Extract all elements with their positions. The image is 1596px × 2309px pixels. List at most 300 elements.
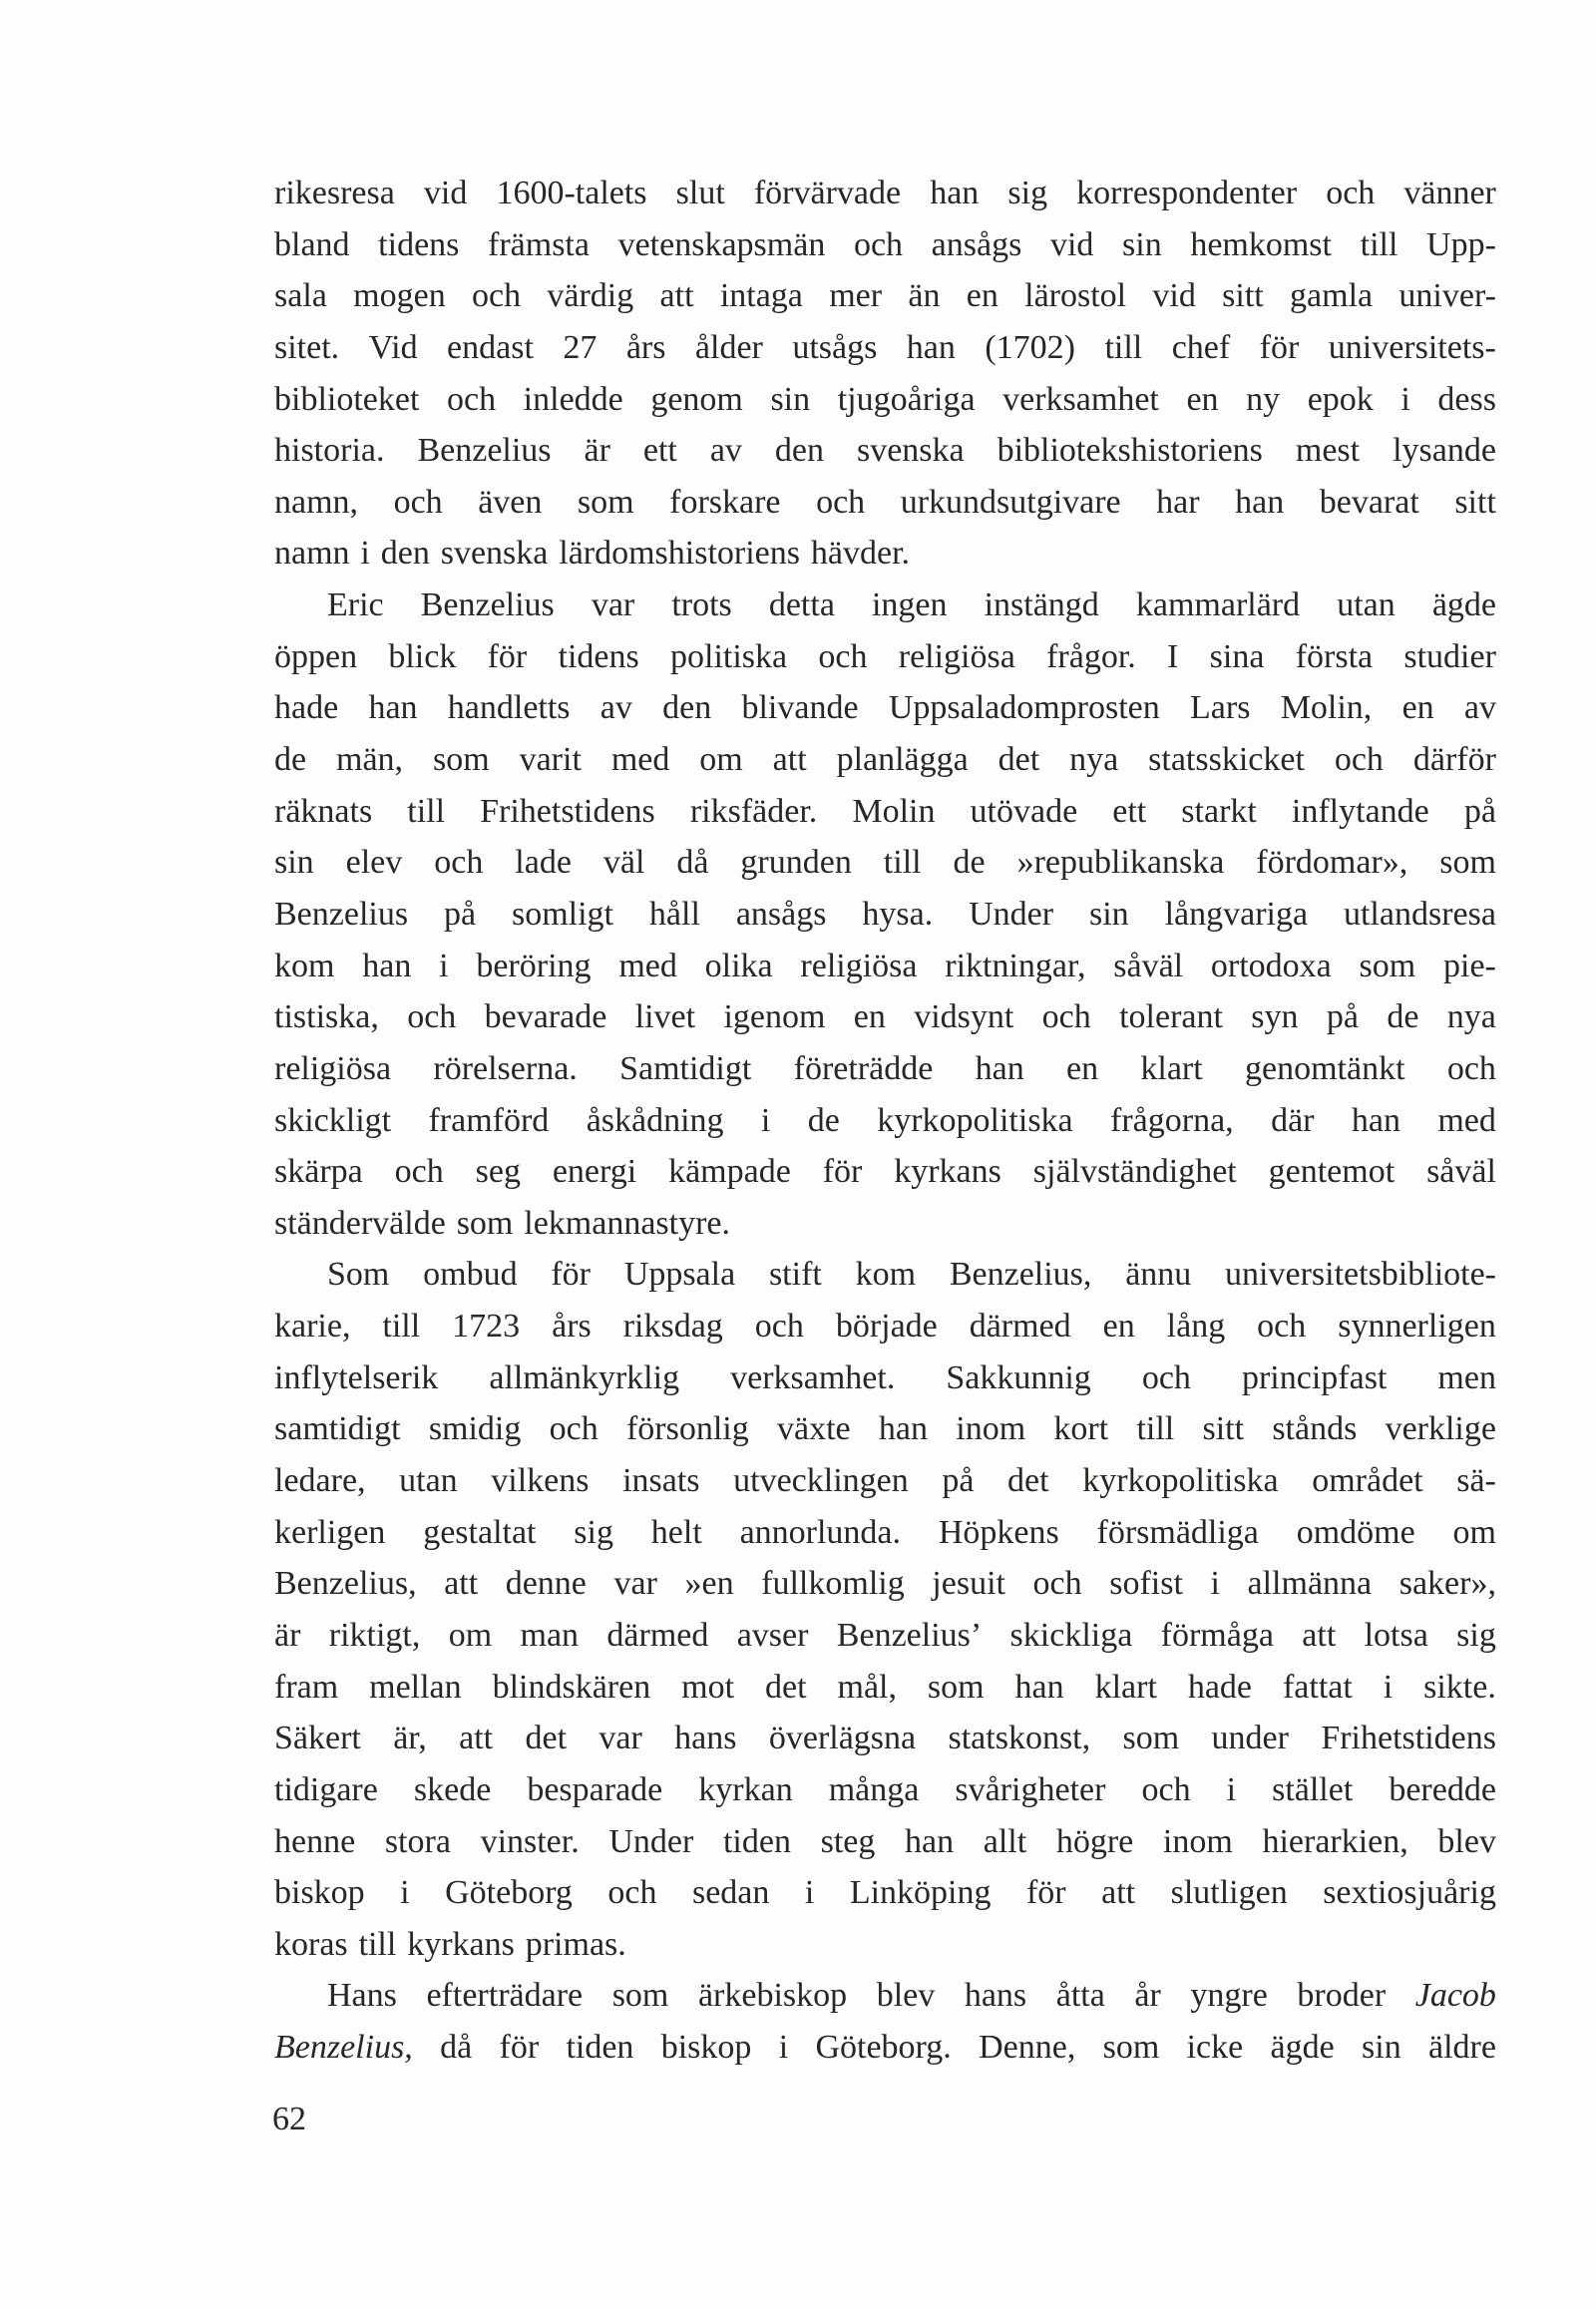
word: tjugoåriga xyxy=(837,380,976,418)
word: klart xyxy=(1094,1668,1157,1706)
word: denne xyxy=(505,1565,587,1603)
word: verksamhet. xyxy=(730,1358,896,1396)
word: i xyxy=(778,2029,789,2067)
word: främsta xyxy=(488,225,590,263)
word: i xyxy=(1226,1770,1237,1808)
word: vid xyxy=(1049,225,1094,263)
word: ortodoxa xyxy=(1210,947,1332,984)
word: tiden xyxy=(566,2029,634,2067)
word: Säkert xyxy=(274,1720,361,1757)
word: på xyxy=(942,1462,975,1500)
word: sin xyxy=(1362,2029,1401,2067)
word: ett xyxy=(642,432,677,470)
word: och xyxy=(472,277,522,315)
word: hans xyxy=(964,1977,1027,2015)
word: började xyxy=(835,1308,938,1346)
text-line xyxy=(274,270,1496,322)
word: mogen xyxy=(353,277,446,315)
word: grunden xyxy=(740,844,852,882)
word: området xyxy=(1312,1462,1423,1500)
word: att xyxy=(659,277,694,315)
word: han xyxy=(905,1822,955,1860)
word: Vid xyxy=(368,328,418,366)
word: och xyxy=(1041,998,1091,1036)
word: Molin, xyxy=(1280,689,1373,727)
word: väl xyxy=(602,844,645,882)
word: ägde xyxy=(1270,2029,1335,2067)
word: jesuit xyxy=(932,1565,1005,1603)
word: Göteborg. xyxy=(815,2029,952,2067)
word: han xyxy=(975,1049,1024,1087)
word: stift xyxy=(768,1256,822,1294)
word: kyrkan xyxy=(698,1770,793,1808)
word: den xyxy=(380,535,430,573)
word: Under xyxy=(969,895,1054,933)
word: har xyxy=(1156,483,1200,521)
word: universitets- xyxy=(1328,328,1496,366)
word: biskop xyxy=(660,2029,752,2067)
word: som xyxy=(1439,844,1496,882)
word: I xyxy=(1167,637,1179,675)
word: i xyxy=(400,1874,410,1912)
word: Frihetstidens xyxy=(1321,1720,1496,1757)
word: bevarat xyxy=(1319,483,1419,521)
word: tiden xyxy=(722,1822,791,1860)
word: till xyxy=(1136,1410,1175,1448)
word: och xyxy=(1141,1770,1191,1808)
text-line xyxy=(274,425,1496,477)
word: är xyxy=(274,1616,301,1654)
word: i xyxy=(360,535,370,573)
word: och xyxy=(816,483,866,521)
text-line xyxy=(274,889,1496,941)
word: blindskären xyxy=(492,1668,651,1706)
word: de xyxy=(807,1101,840,1139)
word: och xyxy=(1141,1358,1191,1396)
word: det xyxy=(998,741,1040,779)
word: utövade xyxy=(970,792,1078,830)
word: sin xyxy=(274,844,314,882)
word: till xyxy=(1104,328,1143,366)
word: i xyxy=(1210,1565,1220,1603)
word: mellan xyxy=(369,1668,462,1706)
word: beröring xyxy=(476,947,592,984)
text-line xyxy=(274,1919,1496,1971)
word: om xyxy=(699,741,743,779)
word: inom xyxy=(956,1410,1026,1448)
word: elev xyxy=(345,844,403,882)
word: principfast xyxy=(1241,1358,1388,1396)
word: fullkomlig xyxy=(761,1565,905,1603)
word: rikesresa xyxy=(274,175,395,211)
word: olika xyxy=(704,947,773,984)
word: ansågs xyxy=(735,895,827,933)
word: Som xyxy=(327,1256,390,1294)
word: och xyxy=(1446,1049,1496,1087)
word: den xyxy=(774,432,824,470)
word: värdig xyxy=(547,277,634,315)
word: de xyxy=(1387,998,1419,1036)
word: för xyxy=(1259,328,1300,366)
word: Benzelius’ xyxy=(836,1616,983,1654)
text-line xyxy=(274,631,1496,683)
word: som xyxy=(1122,1720,1180,1757)
word: och xyxy=(393,483,443,521)
word: som xyxy=(1102,2029,1160,2067)
word: som xyxy=(611,1977,669,2015)
word: kom xyxy=(855,1256,917,1294)
word: sina xyxy=(1209,637,1265,675)
word: (1702) xyxy=(985,328,1075,366)
word: Linköping xyxy=(849,1874,992,1912)
text-line xyxy=(274,1867,1496,1919)
word: Göteborg xyxy=(445,1874,573,1912)
word: saker», xyxy=(1398,1565,1496,1603)
word: seg xyxy=(475,1153,521,1191)
word: sofist xyxy=(1109,1565,1183,1603)
text-line xyxy=(274,1198,1496,1250)
word: och xyxy=(1326,175,1376,211)
text-line xyxy=(274,1713,1496,1764)
word: svårigheter xyxy=(955,1770,1106,1808)
word: namn xyxy=(274,535,350,573)
word: då xyxy=(676,844,709,882)
word: långvariga xyxy=(1164,895,1309,933)
word: Benzelius, xyxy=(274,1565,417,1603)
word: växte xyxy=(777,1410,851,1448)
word: och xyxy=(434,844,484,882)
word: han xyxy=(1014,1668,1064,1706)
word: hans xyxy=(674,1720,737,1757)
word: 27 xyxy=(563,328,598,366)
word: första xyxy=(1295,637,1374,675)
word: hävder. xyxy=(810,535,911,573)
word: därför xyxy=(1412,741,1496,779)
word: vetenskapsmän xyxy=(617,225,826,263)
word: en xyxy=(1066,1049,1099,1087)
word: insats xyxy=(622,1462,700,1500)
word: år xyxy=(1134,1977,1161,2015)
word: lade xyxy=(515,844,572,882)
word: även xyxy=(478,483,543,521)
word: han xyxy=(1235,483,1285,521)
word: vidsynt xyxy=(914,998,1014,1036)
text-line xyxy=(274,734,1496,786)
word: genom xyxy=(650,380,743,418)
word: Denne, xyxy=(979,2029,1076,2067)
word: stället xyxy=(1272,1770,1354,1808)
word: och xyxy=(1334,741,1384,779)
word: vänner xyxy=(1403,175,1496,211)
word: man xyxy=(520,1616,580,1654)
word: universitetsbibliote- xyxy=(1225,1256,1496,1294)
text-line xyxy=(274,1764,1496,1816)
word: sig xyxy=(574,1513,613,1551)
word: svenska xyxy=(440,535,549,573)
word: han xyxy=(362,947,412,984)
word: Molin xyxy=(852,792,936,830)
text-line xyxy=(274,1146,1496,1198)
word: då xyxy=(440,2029,473,2067)
word: försonlig xyxy=(625,1410,749,1448)
word: därmed xyxy=(969,1308,1071,1346)
word: bland xyxy=(274,225,350,263)
word: ingen xyxy=(871,586,948,624)
word: broder xyxy=(1297,1977,1387,2015)
word: ett xyxy=(1112,792,1147,830)
word: förvärvade xyxy=(753,175,902,211)
text-line xyxy=(274,579,1496,631)
word: intaga xyxy=(719,277,803,315)
word: historia. xyxy=(274,432,385,470)
word: än xyxy=(908,277,941,315)
word: såväl xyxy=(1426,1153,1496,1191)
word: pie- xyxy=(1443,947,1496,984)
word: där xyxy=(1271,1101,1315,1139)
word: synnerligen xyxy=(1338,1308,1496,1346)
word: överlägsna xyxy=(768,1720,917,1757)
word: karie, xyxy=(274,1308,351,1346)
text-line xyxy=(274,374,1496,426)
word: gestaltat xyxy=(423,1513,537,1551)
word: skickliga xyxy=(1009,1616,1133,1654)
word: att xyxy=(772,741,807,779)
word: med xyxy=(1437,1101,1496,1139)
word: kämpade xyxy=(668,1153,791,1191)
word: religiösa xyxy=(274,1049,392,1087)
word: ålder xyxy=(694,328,763,366)
word: igenom xyxy=(723,998,826,1036)
word: allmänkyrklig xyxy=(489,1358,680,1396)
word: och xyxy=(407,998,457,1036)
word: att xyxy=(1101,1874,1136,1912)
word: skede xyxy=(413,1770,492,1808)
word: koras xyxy=(274,1925,348,1963)
word: Frihetstidens xyxy=(480,792,655,830)
word: en xyxy=(1186,380,1219,418)
word: och xyxy=(1257,1308,1307,1346)
word: fram xyxy=(274,1668,339,1706)
word: primas. xyxy=(525,1925,626,1963)
word: och xyxy=(754,1308,804,1346)
word: religiösa xyxy=(800,947,918,984)
word: till xyxy=(407,792,446,830)
word: rörelserna. xyxy=(433,1049,578,1087)
word: vid xyxy=(423,175,468,211)
word: fördomar», xyxy=(1256,844,1408,882)
word: endast xyxy=(447,328,534,366)
text-line xyxy=(274,168,1496,219)
word: nya xyxy=(1446,998,1496,1036)
word: gentemot xyxy=(1268,1153,1396,1191)
word: henne xyxy=(274,1822,356,1860)
word: steg xyxy=(820,1822,876,1860)
word: en xyxy=(1401,689,1434,727)
word: Eric xyxy=(327,586,384,624)
word: sitt xyxy=(1202,1410,1245,1448)
word: Benzelius xyxy=(417,432,552,470)
word: under xyxy=(1211,1720,1289,1757)
text-line xyxy=(274,322,1496,374)
word: lysande xyxy=(1393,432,1496,470)
word: annorlunda. xyxy=(739,1513,902,1551)
word: på xyxy=(1463,792,1496,830)
word: biblioteket xyxy=(274,380,420,418)
word: vinster. xyxy=(480,1822,580,1860)
word: lekmannastyre. xyxy=(524,1204,731,1242)
word: mål, xyxy=(837,1668,897,1706)
word: och xyxy=(394,1153,444,1191)
word: mer xyxy=(829,277,883,315)
word: skickligt xyxy=(274,1101,392,1139)
word: på xyxy=(443,895,477,933)
text-line xyxy=(274,991,1496,1043)
word: sin xyxy=(770,380,811,418)
word: »republikanska xyxy=(1016,844,1225,882)
word: hemkomst xyxy=(1190,225,1332,263)
word: sitt xyxy=(1222,277,1264,315)
word: kyrkans xyxy=(407,1925,515,1963)
word: försmädliga xyxy=(1096,1513,1259,1551)
word: ägde xyxy=(1431,586,1496,624)
word: frågor. xyxy=(1046,637,1136,675)
word: kom xyxy=(274,947,335,984)
word: slutligen xyxy=(1170,1874,1288,1912)
word: helt xyxy=(650,1513,702,1551)
word: chef xyxy=(1171,328,1231,366)
word: de xyxy=(274,741,307,779)
word: om xyxy=(1452,1513,1496,1551)
word: sä- xyxy=(1456,1462,1496,1500)
word: att xyxy=(459,1720,494,1757)
word: smidig xyxy=(428,1410,522,1448)
word: ledare, xyxy=(274,1462,366,1500)
word: många xyxy=(828,1770,920,1808)
word: univer- xyxy=(1398,277,1496,315)
word: till xyxy=(382,1308,421,1346)
word: i xyxy=(1383,1668,1394,1706)
word: av xyxy=(1463,689,1496,727)
word: inom xyxy=(1162,1822,1233,1860)
word: Benzelius, xyxy=(949,1256,1092,1294)
text-line xyxy=(274,219,1496,271)
word: gamla xyxy=(1290,277,1374,315)
word: frågorna, xyxy=(1110,1101,1234,1139)
word: och xyxy=(853,225,904,263)
word: Benzelius xyxy=(420,586,555,624)
word: som xyxy=(432,741,490,779)
word: inflytande xyxy=(1291,792,1429,830)
word: livet xyxy=(634,998,696,1036)
word: med xyxy=(618,947,677,984)
word: energi xyxy=(552,1153,637,1191)
word: en xyxy=(966,277,998,315)
word: omdöme xyxy=(1296,1513,1415,1551)
word: blev xyxy=(1437,1822,1496,1860)
word: han xyxy=(1351,1101,1400,1139)
text-line xyxy=(274,1352,1496,1404)
text-line xyxy=(274,1610,1496,1662)
word: allmänna xyxy=(1247,1565,1373,1603)
text-line xyxy=(274,1662,1496,1714)
word: tolerant xyxy=(1119,998,1223,1036)
word: politiska xyxy=(670,637,788,675)
word: män, xyxy=(336,741,404,779)
word: det xyxy=(525,1720,568,1757)
word: allt xyxy=(983,1822,1027,1860)
word: hade xyxy=(274,689,339,727)
text-line xyxy=(274,2022,1496,2074)
word: var xyxy=(613,1565,657,1603)
word: hierarkien, xyxy=(1262,1822,1408,1860)
word: den xyxy=(662,689,712,727)
text-line xyxy=(274,1507,1496,1559)
text-line xyxy=(274,1095,1496,1147)
word: somligt xyxy=(511,895,614,933)
word: stånds xyxy=(1272,1410,1358,1448)
word: för xyxy=(822,1153,863,1191)
word: var xyxy=(591,586,635,624)
word: Jacob xyxy=(1414,1977,1496,2015)
word: utan xyxy=(1337,586,1396,624)
word: det xyxy=(765,1668,807,1706)
word: statskonst, xyxy=(948,1720,1091,1757)
word: 1600-talets xyxy=(496,175,647,211)
word: Höpkens xyxy=(938,1513,1059,1551)
word: av xyxy=(709,432,742,470)
word: sitet. xyxy=(274,328,340,366)
word: års xyxy=(625,328,666,366)
word: för xyxy=(1025,1874,1066,1912)
word: kerligen xyxy=(274,1513,386,1551)
text-line xyxy=(274,1043,1496,1095)
word: på xyxy=(1326,998,1359,1036)
word: Uppsaladomprosten xyxy=(888,689,1160,727)
word: ännu xyxy=(1125,1256,1192,1294)
word: företrädde xyxy=(793,1049,934,1087)
word: sin xyxy=(1088,895,1129,933)
word: mot xyxy=(681,1668,735,1706)
word: korrespondenter xyxy=(1076,175,1298,211)
word: håll xyxy=(648,895,700,933)
word: biskop xyxy=(274,1874,365,1912)
word: sig xyxy=(1007,175,1048,211)
word: räknats xyxy=(274,792,373,830)
word: det xyxy=(1007,1462,1049,1500)
word: lärdomshistoriens xyxy=(559,535,801,573)
word: Benzelius xyxy=(274,895,409,933)
word: och xyxy=(1032,1565,1082,1603)
word: riktigt, xyxy=(328,1616,421,1654)
word: års xyxy=(552,1308,592,1346)
word: 1723 xyxy=(452,1308,521,1346)
word: slut xyxy=(675,175,725,211)
word: ombud xyxy=(423,1256,518,1294)
word: han xyxy=(930,175,980,211)
word: för xyxy=(487,637,528,675)
word: därmed xyxy=(606,1616,709,1654)
text-line xyxy=(274,1970,1496,2022)
text-line xyxy=(274,1558,1496,1610)
word: beredde xyxy=(1389,1770,1496,1808)
word: som xyxy=(927,1668,985,1706)
word: inflytelserik xyxy=(274,1358,439,1396)
word: handletts xyxy=(447,689,571,727)
word: Samtidigt xyxy=(619,1049,752,1087)
word: ny xyxy=(1246,380,1281,418)
text-line xyxy=(274,528,1496,579)
word: stora xyxy=(384,1822,451,1860)
